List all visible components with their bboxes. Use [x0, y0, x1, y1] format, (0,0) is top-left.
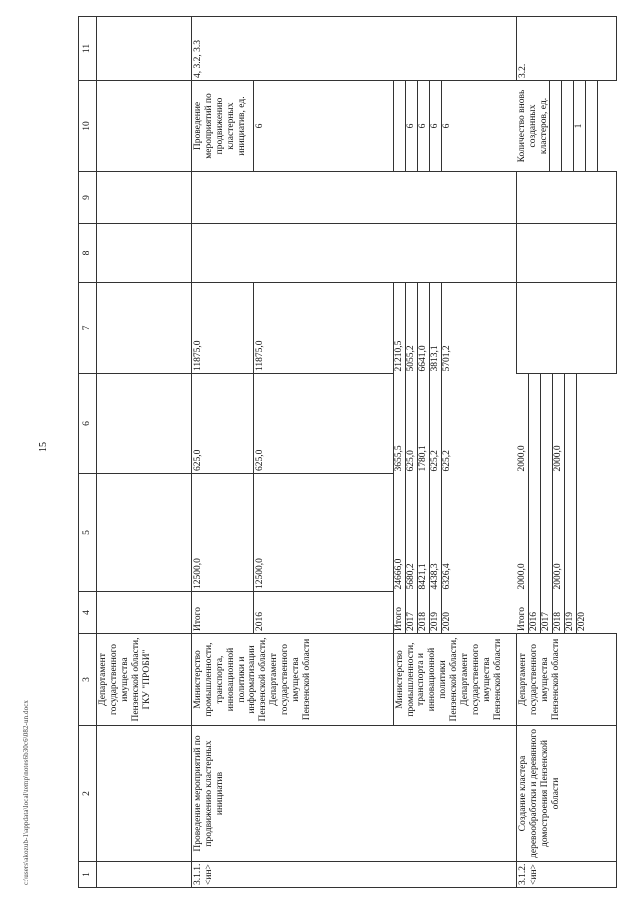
year-cell: 2020 [576, 592, 588, 634]
value-col6: 625,0 [405, 374, 417, 474]
col-4-header: 4 [79, 592, 97, 634]
activity-number: 3.1.1. <ин> [191, 862, 516, 888]
year-cell: Итого [191, 592, 253, 634]
value-col5: 4438,3 [429, 474, 441, 592]
col-11-header: 11 [79, 17, 97, 81]
indicator-value: 6 [441, 81, 453, 171]
value-col6 [528, 374, 540, 474]
value-col5: 12500,0 [253, 474, 393, 592]
indicator-value [562, 81, 574, 171]
indicator-value [550, 81, 562, 171]
col-3-header: 3 [79, 634, 97, 726]
section-ref: 4, 3.2, 3.3 [191, 17, 516, 81]
document-table-rotated [78, 17, 617, 888]
year-cell: 2016 [528, 592, 540, 634]
column-number-row [79, 17, 97, 888]
col-5-header: 5 [79, 474, 97, 592]
indicator-value [598, 81, 610, 171]
value-col6: 1780,1 [417, 374, 429, 474]
value-col5 [540, 474, 552, 592]
activity-number: 3.1.2. <ин> [517, 862, 617, 888]
indicator-value [586, 81, 598, 171]
col-1-header: 1 [79, 862, 97, 888]
row-3-1-1-a1 [191, 17, 253, 888]
year-cell: 2017 [540, 592, 552, 634]
value-col5: 24666,0 [394, 474, 406, 592]
col-8-header: 8 [79, 224, 97, 283]
col-9-header: 9 [79, 172, 97, 224]
indicator-value [394, 81, 406, 171]
value-col7: 5055,2 [405, 283, 417, 374]
value-col6: 2000,0 [552, 374, 564, 474]
indicator-name: Проведение мероприятий по продвижению кластерных инициатив, ед. [191, 81, 253, 172]
section-ref: 3.2. [517, 17, 617, 81]
value-col6: 3655,5 [394, 374, 406, 474]
footer-file-path: c:\users\akozub-1\appdata\local\temp\notes6b30c6\082-un.docx [22, 699, 30, 885]
year-cell: 2018 [417, 592, 429, 634]
activity-executor: Департамент государственного имущества Пензенской области [517, 634, 617, 726]
activity-executor: Министерство промышленности, транспорта и инновационной политики Пензенской области, Департамент государственного имущества Пензенской области [393, 634, 517, 726]
value-col6: 625,0 [253, 374, 393, 474]
value-col5 [564, 474, 576, 592]
value-col5: 5680,2 [405, 474, 417, 592]
activity-executor: Министерство промышленности, транспорта, инновационной политики и информатизации Пензенской области, Департамент государственного имущества Пензенской области [191, 634, 393, 726]
value-col7: 3813,1 [429, 283, 441, 374]
year-cell: 2019 [429, 592, 441, 634]
value-col6: 2000,0 [517, 374, 529, 474]
value-col6 [540, 374, 552, 474]
year-cell: Итого [394, 592, 406, 634]
program-activities-table [78, 16, 617, 888]
indicator-name: Количество вновь созданных кластеров, ед. [517, 81, 550, 171]
year-cell: 2018 [552, 592, 564, 634]
year-cell: 2017 [405, 592, 417, 634]
value-col5 [576, 474, 588, 592]
continuation-row [97, 17, 192, 888]
value-col5: 2000,0 [517, 474, 529, 592]
col-6-header: 6 [79, 374, 97, 474]
activity-name: Проведение мероприятий по продвижению кластерных инициатив [191, 726, 516, 862]
value-col7: 11875,0 [253, 283, 393, 374]
year-cell: Итого [517, 592, 529, 634]
value-col7: 6641,0 [417, 283, 429, 374]
executor-cell: Департамент государственного имущества Пензенской области, ГКУ "ПРОБИ" [97, 634, 192, 726]
col-2-header: 2 [79, 726, 97, 862]
value-col6: 625,0 [191, 374, 253, 474]
col-10-header: 10 [79, 81, 97, 172]
value-col6: 625,2 [441, 374, 453, 474]
value-col7: 11875,0 [191, 283, 253, 374]
activity-name: Создание кластера деревообработки и деревянного домостроения Пензенской области [517, 726, 617, 862]
indicator-value: 6 [253, 81, 393, 172]
value-col5: 8421,1 [417, 474, 429, 592]
year-cell: 2020 [441, 592, 453, 634]
year-cell: 2016 [253, 592, 393, 634]
indicator-value: 1 [574, 81, 586, 171]
value-col6: 625,2 [429, 374, 441, 474]
year-cell: 2019 [564, 592, 576, 634]
indicator-value: 6 [405, 81, 417, 171]
row-3-1-2 [517, 17, 617, 888]
value-col5 [528, 474, 540, 592]
value-col5: 12500,0 [191, 474, 253, 592]
value-col7: 5701,2 [441, 283, 453, 374]
value-col5: 6326,4 [441, 474, 453, 592]
indicator-value: 6 [417, 81, 429, 171]
page-number: 15 [38, 442, 49, 452]
indicator-value: 6 [429, 81, 441, 171]
value-col6 [576, 374, 588, 474]
value-col5: 2000,0 [552, 474, 564, 592]
col-7-header: 7 [79, 283, 97, 374]
value-col7: 21210,5 [394, 283, 406, 374]
value-col6 [564, 374, 576, 474]
